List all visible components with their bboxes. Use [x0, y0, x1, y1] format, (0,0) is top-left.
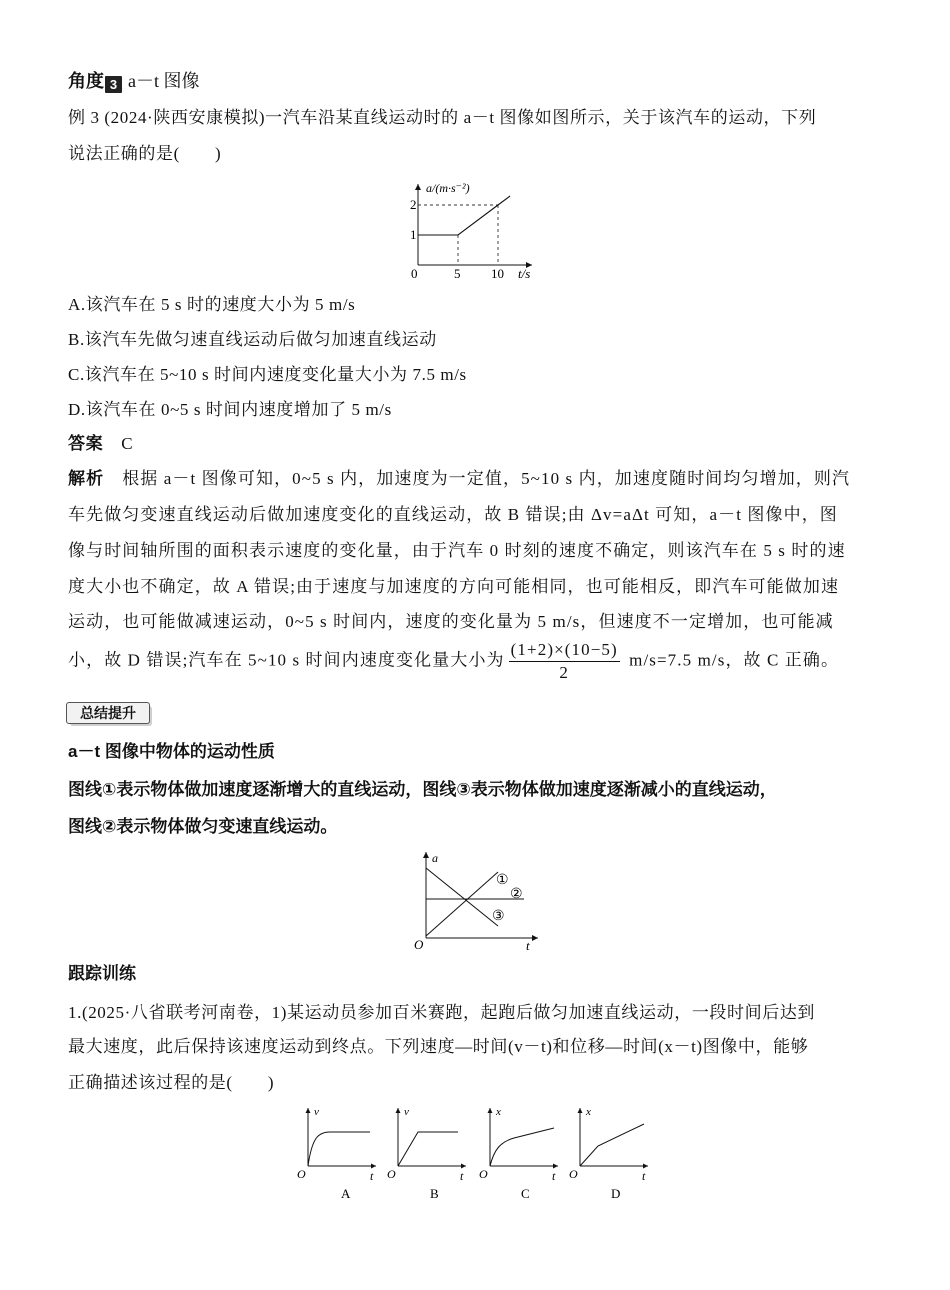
graph-b-curve: [398, 1132, 458, 1166]
at-graph: [402, 174, 552, 286]
curve-3-label: ③: [492, 909, 505, 924]
practice-line-1: 1.(2025·八省联考河南卷，1)某运动员参加百米赛跑，起跑后做匀加速直线运动，一段时间后达到: [68, 1003, 816, 1022]
fraction-numerator: (1+2)×(10−5): [509, 639, 620, 662]
graph-a-origin: O: [297, 1167, 306, 1181]
graph-a: [297, 1106, 376, 1201]
y-tick-1: 1: [410, 227, 417, 242]
fraction-denominator: 2: [559, 663, 570, 682]
x-tick-10: 10: [491, 266, 504, 281]
graph-c-ylabel: x: [496, 1106, 501, 1118]
curve-2-label: ②: [510, 887, 523, 902]
graph-a-ylabel: v: [314, 1106, 319, 1118]
graph-d-ylabel: x: [586, 1106, 591, 1118]
graph-d-curve: [580, 1124, 644, 1166]
graph-d-letter[interactable]: D: [611, 1186, 621, 1201]
summary-line-1: 图线①表示物体做加速度逐渐增大的直线运动，图线③表示物体做加速度逐渐减小的直线运动，: [68, 780, 777, 799]
graph-c-curve: [490, 1128, 554, 1166]
section-heading: [68, 69, 200, 93]
graph-b-xlabel: t: [460, 1169, 464, 1183]
at-property-graph: [406, 846, 546, 954]
x-axis-label: t/s: [518, 266, 531, 281]
analysis-last-suffix: m/s=7.5 m/s，故 C 正确。: [623, 650, 840, 670]
graph-d-xlabel: t: [642, 1169, 646, 1183]
analysis-line-3: 像与时间轴所围的面积表示速度的变化量，由于汽车 0 时刻的速度不确定，则该汽车在 5 s 时的速: [68, 541, 846, 560]
origin-label: 0: [411, 266, 418, 281]
example-question-line-2: 说法正确的是( ): [68, 144, 222, 163]
analysis-label: 解析: [68, 469, 105, 488]
graph-c-xlabel: t: [552, 1169, 556, 1183]
analysis-line-4: 度大小也不确定，故 A 错误;由于速度与加速度的方向可能相同，也可能相反，即汽车可能做加速: [68, 577, 840, 596]
curve-1-line: [426, 872, 498, 936]
answer-row: [68, 432, 133, 456]
analysis-line-2: 车先做匀变速直线运动后做加速度变化的直线运动，故 B 错误;由 Δv=aΔt 可知，a－t 图像中，图: [68, 505, 838, 524]
graph-c: [479, 1106, 558, 1201]
graph-c-origin: O: [479, 1167, 488, 1181]
x-tick-5: 5: [454, 266, 461, 281]
analysis-last-prefix: 小，故 D 错误;汽车在 5~10 s 时间内速度变化量大小为: [68, 650, 505, 670]
practice-line-2: 最大速度，此后保持该速度运动到终点。下列速度—时间(v－t)和位移—时间(x－t)图像中，能够: [68, 1037, 809, 1056]
graph-b-ylabel: v: [404, 1106, 409, 1118]
option-c: C.该汽车在 5~10 s 时间内速度变化量大小为 7.5 m/s: [68, 365, 467, 384]
acceleration-line: [418, 196, 510, 235]
angle-number-badge: 3: [105, 76, 122, 93]
angle-title: a－t 图像: [128, 71, 200, 91]
option-a: A.该汽车在 5 s 时的速度大小为 5 m/s: [68, 295, 356, 314]
graph-a-xlabel: t: [370, 1169, 374, 1183]
graph-a-curve: [308, 1132, 370, 1166]
graph-b-letter[interactable]: B: [430, 1186, 439, 1201]
answer-label: 答案: [68, 434, 104, 453]
fraction: [509, 639, 620, 684]
graph-c-letter[interactable]: C: [521, 1186, 530, 1201]
answer-value: C: [121, 434, 134, 453]
graph-b: [387, 1106, 466, 1201]
practice-graphs: [292, 1102, 662, 1206]
graph-b-origin: O: [387, 1167, 396, 1181]
analysis-line-5: 运动，也可能做减速运动，0~5 s 时间内，速度的变化量为 5 m/s，但速度不一定增加，也可能减: [68, 612, 834, 631]
x-axis-label: t: [526, 938, 530, 953]
summary-title: a－t 图像中物体的运动性质: [68, 742, 275, 761]
analysis-text-1: 根据 a－t 图像可知，0~5 s 内，加速度为一定值，5~10 s 内，加速度随时间均匀增加，则汽: [122, 469, 851, 488]
analysis-line-6: [68, 639, 839, 684]
analysis-line-1: [68, 467, 850, 491]
option-d: D.该汽车在 0~5 s 时间内速度增加了 5 m/s: [68, 400, 392, 419]
graph-d-origin: O: [569, 1167, 578, 1181]
y-tick-2: 2: [410, 197, 417, 212]
y-axis-label: a: [432, 851, 438, 865]
example-question-line-1: 例 3 (2024·陕西安康模拟)一汽车沿某直线运动时的 a－t 图像如图所示，关于该汽车的运动，下列: [68, 108, 817, 127]
graph-a-letter[interactable]: A: [341, 1186, 351, 1201]
origin-label: O: [414, 937, 424, 952]
summary-line-2: 图线②表示物体做匀变速直线运动。: [68, 817, 338, 836]
curve-1-label: ①: [496, 873, 509, 888]
angle-label: 角度: [68, 71, 104, 91]
graph-d: [569, 1106, 648, 1201]
summary-tag: [66, 702, 152, 726]
summary-tag-label: 总结提升: [80, 705, 136, 721]
practice-line-3: 正确描述该过程的是( ): [68, 1073, 275, 1092]
curve-3-line: [426, 868, 498, 926]
y-axis-label: a/(m·s⁻²): [426, 181, 470, 195]
option-b: B.该汽车先做匀速直线运动后做匀加速直线运动: [68, 330, 437, 349]
practice-title: 跟踪训练: [68, 964, 136, 983]
